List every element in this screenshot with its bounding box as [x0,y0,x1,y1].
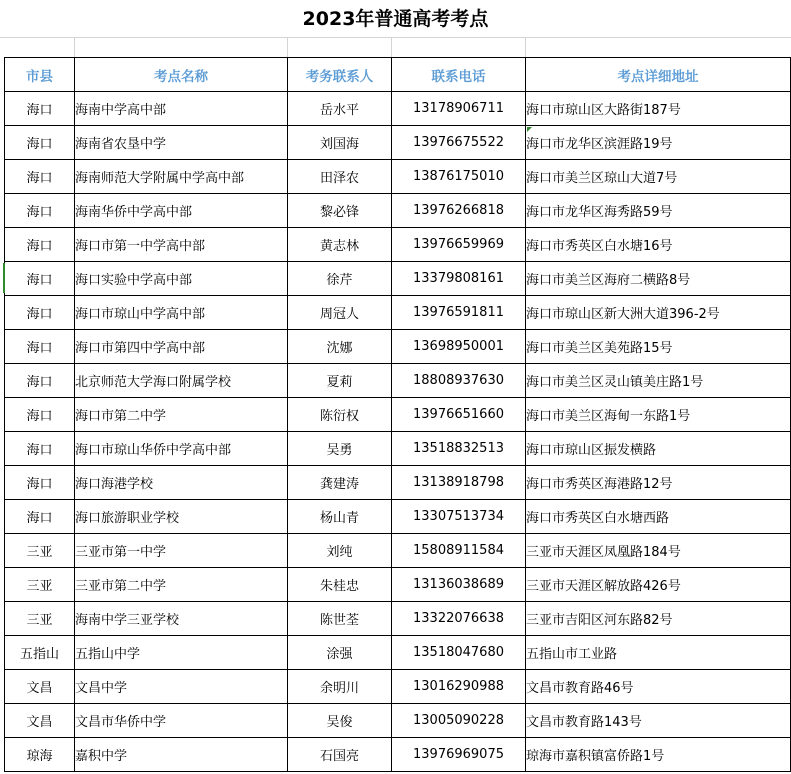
cell-name[interactable]: 海南中学高中部 [75,92,288,126]
table-row [5,500,791,534]
cell-phone[interactable]: 13698950001 [392,330,526,364]
cell-phone[interactable]: 13518047680 [392,636,526,670]
table-row [5,228,791,262]
cell-name[interactable]: 海口旅游职业学校 [75,500,288,534]
gridline [391,38,392,58]
table-row [5,568,791,602]
cell-city[interactable]: 海口 [5,500,75,534]
cell-phone[interactable]: 13876175010 [392,160,526,194]
cell-contact[interactable]: 黄志林 [288,228,392,262]
cell-phone[interactable]: 13976675522 [392,126,526,160]
table-row [5,466,791,500]
table-row [5,330,791,364]
cell-name[interactable]: 海南省农垦中学 [75,126,288,160]
cell-phone[interactable]: 13976969075 [392,738,526,772]
cell-name[interactable]: 海口市第二中学 [75,398,288,432]
cell-phone[interactable]: 13307513734 [392,500,526,534]
cell-contact[interactable]: 吴勇 [288,432,392,466]
cell-name[interactable]: 海口实验中学高中部 [75,262,288,296]
table-row [5,194,791,228]
cell-city[interactable]: 海口 [5,432,75,466]
cell-contact[interactable]: 龚建涛 [288,466,392,500]
cell-city[interactable]: 海口 [5,228,75,262]
cell-phone[interactable]: 13976266818 [392,194,526,228]
cell-name[interactable]: 文昌中学 [75,670,288,704]
table-row [5,296,791,330]
cell-comment-indicator [527,127,532,132]
cell-name[interactable]: 海南师范大学附属中学高中部 [75,160,288,194]
cell-contact[interactable]: 杨山青 [288,500,392,534]
cell-name[interactable]: 嘉积中学 [75,738,288,772]
cell-name[interactable]: 海口市琼山华侨中学高中部 [75,432,288,466]
cell-city[interactable]: 海口 [5,262,75,296]
cell-address[interactable]: 五指山市工业路 [526,636,791,670]
cell-city[interactable]: 文昌 [5,704,75,738]
row-selection-marker [3,263,5,293]
cell-phone[interactable]: 13178906711 [392,92,526,126]
cell-city[interactable]: 琼海 [5,738,75,772]
cell-contact[interactable]: 刘国海 [288,126,392,160]
header-address[interactable]: 考点详细地址 [526,58,791,92]
header-city[interactable]: 市县 [5,58,75,92]
cell-name[interactable]: 海口市琼山中学高中部 [75,296,288,330]
cell-phone[interactable]: 18808937630 [392,364,526,398]
cell-contact[interactable]: 石国亮 [288,738,392,772]
cell-address[interactable]: 海口市美兰区海甸一东路1号 [526,398,791,432]
cell-address[interactable]: 海口市龙华区海秀路59号 [526,194,791,228]
cell-contact[interactable]: 田泽农 [288,160,392,194]
cell-address[interactable]: 海口市秀英区白水塘西路 [526,500,791,534]
cell-contact[interactable]: 周冠人 [288,296,392,330]
cell-name[interactable]: 三亚市第一中学 [75,534,288,568]
table-row [5,738,791,772]
header-contact[interactable]: 考务联系人 [288,58,392,92]
cell-name[interactable]: 海口海港学校 [75,466,288,500]
table-row [5,160,791,194]
cell-contact[interactable]: 黎必锋 [288,194,392,228]
cell-city[interactable]: 海口 [5,364,75,398]
table-row [5,92,791,126]
cell-name[interactable]: 海口市第一中学高中部 [75,228,288,262]
cell-contact[interactable]: 徐芹 [288,262,392,296]
gridline [74,38,75,58]
header-name[interactable]: 考点名称 [75,58,288,92]
cell-address[interactable]: 文昌市教育路46号 [526,670,791,704]
cell-city[interactable]: 海口 [5,160,75,194]
cell-address[interactable]: 琼海市嘉积镇富侨路1号 [526,738,791,772]
cell-address[interactable]: 海口市美兰区美苑路15号 [526,330,791,364]
cell-address[interactable]: 海口市美兰区灵山镇美庄路1号 [526,364,791,398]
cell-city[interactable]: 海口 [5,126,75,160]
cell-phone[interactable]: 15808911584 [392,534,526,568]
cell-contact[interactable]: 陈世荃 [288,602,392,636]
cell-name[interactable]: 海南中学三亚学校 [75,602,288,636]
cell-name[interactable]: 北京师范大学海口附属学校 [75,364,288,398]
cell-phone[interactable]: 13138918798 [392,466,526,500]
cell-address[interactable]: 海口市秀英区海港路12号 [526,466,791,500]
cell-contact[interactable]: 涂强 [288,636,392,670]
cell-city[interactable]: 海口 [5,330,75,364]
cell-phone[interactable]: 13976659969 [392,228,526,262]
cell-name[interactable]: 五指山中学 [75,636,288,670]
table-row [5,670,791,704]
cell-contact[interactable]: 余明川 [288,670,392,704]
cell-phone[interactable]: 13005090228 [392,704,526,738]
blank-row [0,38,791,58]
cell-city[interactable]: 海口 [5,466,75,500]
cell-name[interactable]: 三亚市第二中学 [75,568,288,602]
cell-address[interactable]: 海口市美兰区琼山大道7号 [526,160,791,194]
cell-contact[interactable]: 刘纯 [288,534,392,568]
cell-city[interactable]: 文昌 [5,670,75,704]
header-row [5,58,791,92]
table-row [5,432,791,466]
cell-city[interactable]: 三亚 [5,534,75,568]
cell-phone[interactable]: 13379808161 [392,262,526,296]
cell-phone[interactable]: 13136038689 [392,568,526,602]
exam-sites-table [4,57,791,772]
gridline [287,38,288,58]
table-row [5,262,791,296]
table-row [5,704,791,738]
cell-city[interactable]: 海口 [5,92,75,126]
cell-name[interactable]: 文昌市华侨中学 [75,704,288,738]
cell-contact[interactable]: 沈娜 [288,330,392,364]
cell-contact[interactable]: 朱桂忠 [288,568,392,602]
cell-address[interactable]: 海口市琼山区大路街187号 [526,92,791,126]
cell-contact[interactable]: 吴俊 [288,704,392,738]
cell-city[interactable]: 三亚 [5,568,75,602]
cell-contact[interactable]: 夏莉 [288,364,392,398]
cell-phone[interactable]: 13518832513 [392,432,526,466]
cell-address[interactable]: 海口市龙华区滨涯路19号 [526,126,791,160]
gridline [525,38,526,58]
sheet-title: 2023年普通高考考点 [0,0,791,38]
cell-phone[interactable]: 13976651660 [392,398,526,432]
cell-address[interactable]: 海口市琼山区新大洲大道396-2号 [526,296,791,330]
cell-address[interactable]: 三亚市天涯区解放路426号 [526,568,791,602]
cell-city[interactable]: 海口 [5,194,75,228]
table-row [5,534,791,568]
cell-address[interactable]: 海口市琼山区振发横路 [526,432,791,466]
cell-address[interactable]: 三亚市天涯区凤凰路184号 [526,534,791,568]
cell-address[interactable]: 文昌市教育路143号 [526,704,791,738]
cell-contact[interactable]: 岳水平 [288,92,392,126]
cell-city[interactable]: 海口 [5,398,75,432]
cell-phone[interactable]: 13322076638 [392,602,526,636]
cell-city[interactable]: 三亚 [5,602,75,636]
table-row [5,636,791,670]
cell-address[interactable]: 海口市秀英区白水塘16号 [526,228,791,262]
cell-address[interactable]: 海口市美兰区海府二横路8号 [526,262,791,296]
cell-name[interactable]: 海口市第四中学高中部 [75,330,288,364]
cell-contact[interactable]: 陈衍权 [288,398,392,432]
cell-phone[interactable]: 13976591811 [392,296,526,330]
table-row [5,126,791,160]
table-row [5,602,791,636]
cell-city[interactable]: 五指山 [5,636,75,670]
table-row [5,398,791,432]
table-row [5,364,791,398]
cell-name[interactable]: 海南华侨中学高中部 [75,194,288,228]
cell-phone[interactable]: 13016290988 [392,670,526,704]
cell-city[interactable]: 海口 [5,296,75,330]
cell-address[interactable]: 三亚市吉阳区河东路82号 [526,602,791,636]
header-phone[interactable]: 联系电话 [392,58,526,92]
